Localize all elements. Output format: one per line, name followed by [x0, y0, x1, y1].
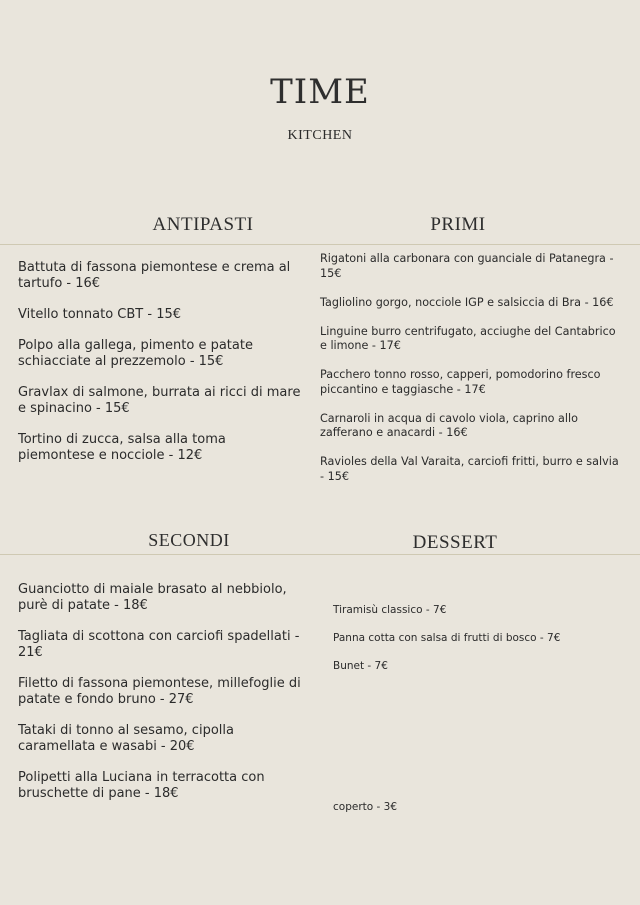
- bottom-divider: [0, 554, 640, 555]
- menu-item: Vitello tonnato CBT - 15€: [18, 307, 182, 322]
- menu-item: Battuta di fassona piemontese e crema al tartufo - 16€: [18, 260, 291, 291]
- menu-item: Polpo alla gallega, pimento e patate schiacciate al prezzemolo - 15€: [18, 338, 253, 369]
- primi-list: [320, 252, 620, 499]
- menu-item: Gravlax di salmone, burrata ai ricci di mare e spinacino - 15€: [18, 385, 301, 416]
- menu-item: Tataki di tonno al sesamo, cipolla caramellata e wasabi - 20€: [18, 723, 234, 754]
- top-divider: [0, 244, 640, 245]
- menu-item: Bunet - 7€: [333, 660, 388, 672]
- cover-charge: coperto - 3€: [333, 801, 398, 813]
- primi-heading: PRIMI: [430, 214, 486, 235]
- antipasti-list: [18, 260, 303, 479]
- menu-item: Linguine burro centrifugato, acciughe del Cantabrico e limone - 17€: [320, 324, 616, 352]
- secondi-list: [18, 582, 313, 817]
- menu-item: Polipetti alla Luciana in terracotta con bruschette di pane - 18€: [18, 770, 265, 801]
- menu-item: Tortino di zucca, salsa alla toma piemontese e nocciole - 12€: [18, 432, 226, 463]
- antipasti-heading: ANTIPASTI: [152, 214, 254, 235]
- secondi-heading: SECONDI: [148, 530, 230, 550]
- menu-item: Pacchero tonno rosso, capperi, pomodorino fresco piccantino e taggiasche - 17€: [320, 368, 601, 396]
- restaurant-title: TIME: [270, 72, 370, 112]
- menu-item: Rigatoni alla carbonara con guanciale di Patanegra - 15€: [320, 252, 614, 280]
- menu-item: Tiramisù classico - 7€: [333, 604, 447, 616]
- dessert-list: [333, 603, 623, 687]
- menu-item: Tagliata di scottona con carciofi spadellati - 21€: [18, 629, 300, 660]
- menu-item: Panna cotta con salsa di frutti di bosco - 7€: [333, 632, 561, 644]
- menu-item: Guanciotto di maiale brasato al nebbiolo, purè di patate - 18€: [18, 582, 287, 613]
- menu-item: Carnaroli in acqua di cavolo viola, caprino allo zafferano e anacardi - 16€: [320, 411, 578, 439]
- dessert-heading: DESSERT: [412, 532, 498, 553]
- menu-item: Tagliolino gorgo, nocciole IGP e salsiccia di Bra - 16€: [320, 295, 614, 309]
- menu-item: Filetto di fassona piemontese, millefoglie di patate e fondo bruno - 27€: [18, 676, 301, 707]
- restaurant-subtitle: KITCHEN: [287, 128, 353, 143]
- menu-item: Ravioles della Val Varaita, carciofi fritti, burro e salvia - 15€: [320, 455, 619, 483]
